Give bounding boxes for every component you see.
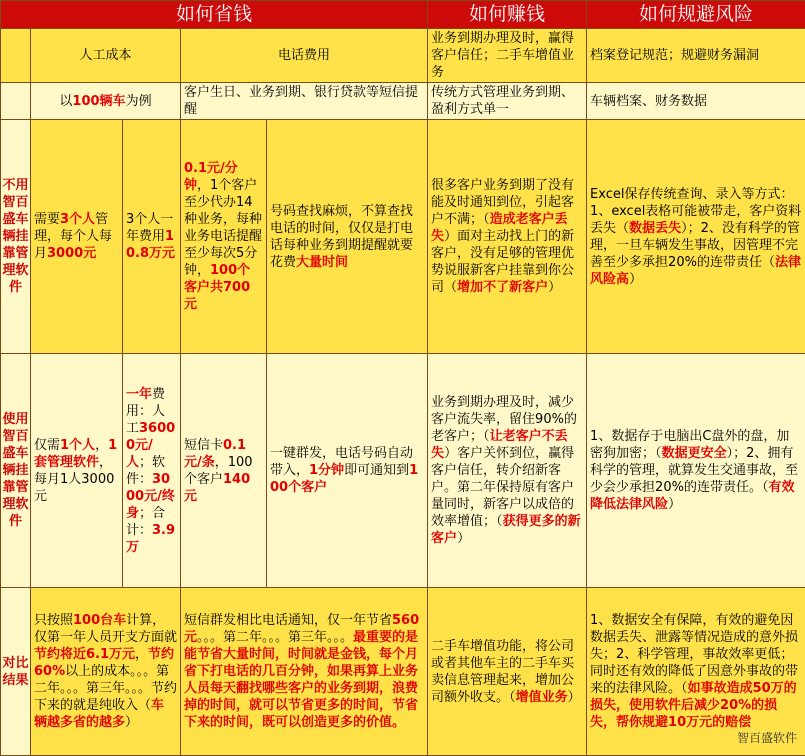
risk-no-software <box>587 120 805 354</box>
row-compare <box>1 588 805 756</box>
header-row <box>1 1 805 29</box>
highlight: 140元 <box>184 472 250 504</box>
highlight: 造成老客户丢失 <box>431 212 568 244</box>
text: ）面对主动找上门的新客户，没有足够的管理优势说服新客户挂靠到你公司（ <box>431 229 574 295</box>
highlight: 法律风险高 <box>590 255 801 287</box>
earn-compare <box>428 588 587 756</box>
highlight: 数据更安全 <box>662 446 727 461</box>
text: ；合计： <box>126 506 165 538</box>
text: 很多客户业务到期了没有能及时通知到位，引起客户不满；（ <box>431 178 574 227</box>
example-labor <box>31 83 181 120</box>
highlight: 3000元 <box>47 246 96 261</box>
row-with-software <box>1 354 805 588</box>
text: 为例 <box>126 94 152 109</box>
row-label-with-software: 使用智百盛车辆挂靠管理软件 <box>1 354 31 588</box>
text: ， <box>135 647 148 662</box>
highlight: 100个客户共700元 <box>184 263 250 312</box>
highlight: 节约60% <box>34 647 174 679</box>
text: ） <box>548 280 561 295</box>
labor-a-with-software <box>31 354 123 588</box>
highlight: 0.1元/分钟 <box>184 161 238 193</box>
labor-compare <box>31 588 181 756</box>
highlight: 3.9万 <box>126 523 175 555</box>
labor-b-no-software <box>123 120 181 354</box>
highlight: 获得更多的新客户 <box>431 514 581 546</box>
highlight: 100辆车 <box>72 94 125 109</box>
text: Excel保存传统查询、录入等方式：1、excel表格可能被带走，客户资料丢失（ <box>590 187 801 236</box>
highlight: 一年 <box>126 387 152 402</box>
highlight: 1个人 <box>60 438 95 453</box>
text: 1、数据存于电脑出C盘外的盘，加密狗加密；（ <box>590 429 789 461</box>
text: ，每月1人3000元 <box>34 455 114 504</box>
text: ） <box>668 497 681 512</box>
phone-a-no-software <box>181 120 267 354</box>
text: ） <box>629 272 642 287</box>
text: 一键群发，电话号码自动带入， <box>270 446 413 478</box>
highlight: 1分钟 <box>309 463 344 478</box>
phone-a-with-software <box>181 354 267 588</box>
subheader-phone: 电话费用 <box>181 29 428 83</box>
text: 计算，仅第一年人员开支方面就 <box>34 613 177 645</box>
text: 以上的成本。。。第二年。。。第三年。。。节约下来的就是纯收入（ <box>34 664 177 713</box>
text: 号码查找麻烦，不算查找电话的时间，仅仅是打电话每种业务到期提醒就要花费 <box>270 204 413 270</box>
highlight: 有效降低法律风险 <box>590 480 794 512</box>
highlight: 100个客户 <box>270 463 418 495</box>
text: 只按照 <box>34 613 73 628</box>
example-phone: 客户生日、业务到期、银行贷款等短信提醒 <box>181 83 428 120</box>
earn-no-software <box>428 120 587 354</box>
text: ）；2、拥有科学的管理，就算发生交通事故，至少会少承担20%的连带责任。（ <box>590 446 798 495</box>
highlight: 3个人 <box>60 212 95 227</box>
text: ，100个客户 <box>184 455 253 487</box>
highlight: 10.8万元 <box>126 229 175 261</box>
example-risk: 车辆档案、财务数据 <box>587 83 805 120</box>
highlight: 数据丢失 <box>629 221 681 236</box>
text: ，1个客户至少代办14种业务，每种业务电话提醒至少每次5分钟， <box>184 178 262 278</box>
risk-with-software <box>587 354 805 588</box>
text: 二手车增值功能，将公司或者其他车主的二手车买卖信息管理起来，增加公司额外收支。（ <box>431 639 574 705</box>
text: 以 <box>59 94 72 109</box>
highlight: 100台车 <box>73 613 126 628</box>
highlight: 车辆越多省的越多 <box>34 698 164 730</box>
text: ） <box>125 715 138 730</box>
blank-cell <box>1 29 31 83</box>
highlight: 节约将近6.1万元 <box>34 647 135 662</box>
text: ） <box>457 531 470 546</box>
text: 短信卡 <box>184 438 223 453</box>
highlight: 如事故造成50万的损失，使用软件后减少20%的损失，帮你规避10万元的赔偿 <box>590 681 797 730</box>
phone-b-with-software <box>267 354 428 588</box>
labor-a-no-software <box>31 120 123 354</box>
highlight: 36000元/人 <box>126 421 175 470</box>
row-label-no-software: 不用智百盛车辆挂靠管理软件 <box>1 120 31 354</box>
highlight: 1套管理软件 <box>34 438 117 470</box>
text: 短信群发相比电话通知，仅一年节省 <box>184 613 392 628</box>
text: 费用：人工 <box>126 387 165 436</box>
text: 业务到期办理及时，减少客户流失率，留住90%的老客户；（ <box>431 395 577 444</box>
row-label-compare: 对比结果 <box>1 588 31 756</box>
row-no-software <box>1 120 805 354</box>
text: 即可通知到 <box>344 463 409 478</box>
text: 1、数据安全有保障，有效的避免因数据丢失、泄露等情况造成的意外损失；2、科学管理，事故效率更低；同时还有效的降低了因意外事故的带来的法律风险。（ <box>590 613 798 696</box>
highlight: 增值业务 <box>516 690 568 705</box>
example-row <box>1 83 805 120</box>
watermark-text: 智百盛软件 <box>737 729 797 746</box>
labor-b-with-software <box>123 354 181 588</box>
blank-cell <box>1 83 31 120</box>
text: ）；2、没有科学的管理，一旦车辆发生事故，因管理不完善至少多承担20%的连带责任（ <box>590 221 800 270</box>
header-risk: 如何规避风险 <box>587 1 805 29</box>
phone-compare <box>181 588 428 756</box>
highlight: 0.1元/条 <box>184 438 246 470</box>
highlight: 大量时间 <box>296 255 348 270</box>
phone-b-no-software <box>267 120 428 354</box>
subheader-labor: 人工成本 <box>31 29 181 83</box>
subheader-risk: 档案登记规范；规避财务漏洞 <box>587 29 805 83</box>
text: 需要 <box>34 212 60 227</box>
text: 。。。第二年。。。第三年。。。 <box>197 630 353 645</box>
header-earn: 如何赚钱 <box>428 1 587 29</box>
text: ）客户关怀到位，赢得客户信任，转介绍新客户。第二年保持原有客户量同时，新客户以成倍的效率增值；（ <box>431 446 574 529</box>
text: 管理，每个人每月 <box>34 212 112 261</box>
subheader-row <box>1 29 805 83</box>
text: 仅需 <box>34 438 60 453</box>
example-earn: 传统方式管理业务到期、盈利方式单一 <box>428 83 587 120</box>
highlight: 3000元/终身 <box>126 472 175 521</box>
text: ， <box>95 438 108 453</box>
earn-with-software <box>428 354 587 588</box>
text: ） <box>568 690 581 705</box>
highlight: 560元 <box>184 613 419 645</box>
subheader-earn: 业务到期办理及时，赢得客户信任；二手车增值业务 <box>428 29 587 83</box>
highlight: 最重要的是能节省大量时间，时间就是金钱，每个月省下打电话的几百分钟，如果再算上业务人员每天翻找哪些客户的业务到期，浪费掉的时间，就可以节省更多的时间，节省下来的时间，既可以创造更多的价值。 <box>184 630 418 730</box>
text: 3个人一年费用 <box>126 212 173 244</box>
header-save: 如何省钱 <box>1 1 428 29</box>
highlight: 增加不了新客户 <box>457 280 548 295</box>
highlight: 让老客户不丢失 <box>431 429 568 461</box>
text: ；软件： <box>126 455 165 487</box>
